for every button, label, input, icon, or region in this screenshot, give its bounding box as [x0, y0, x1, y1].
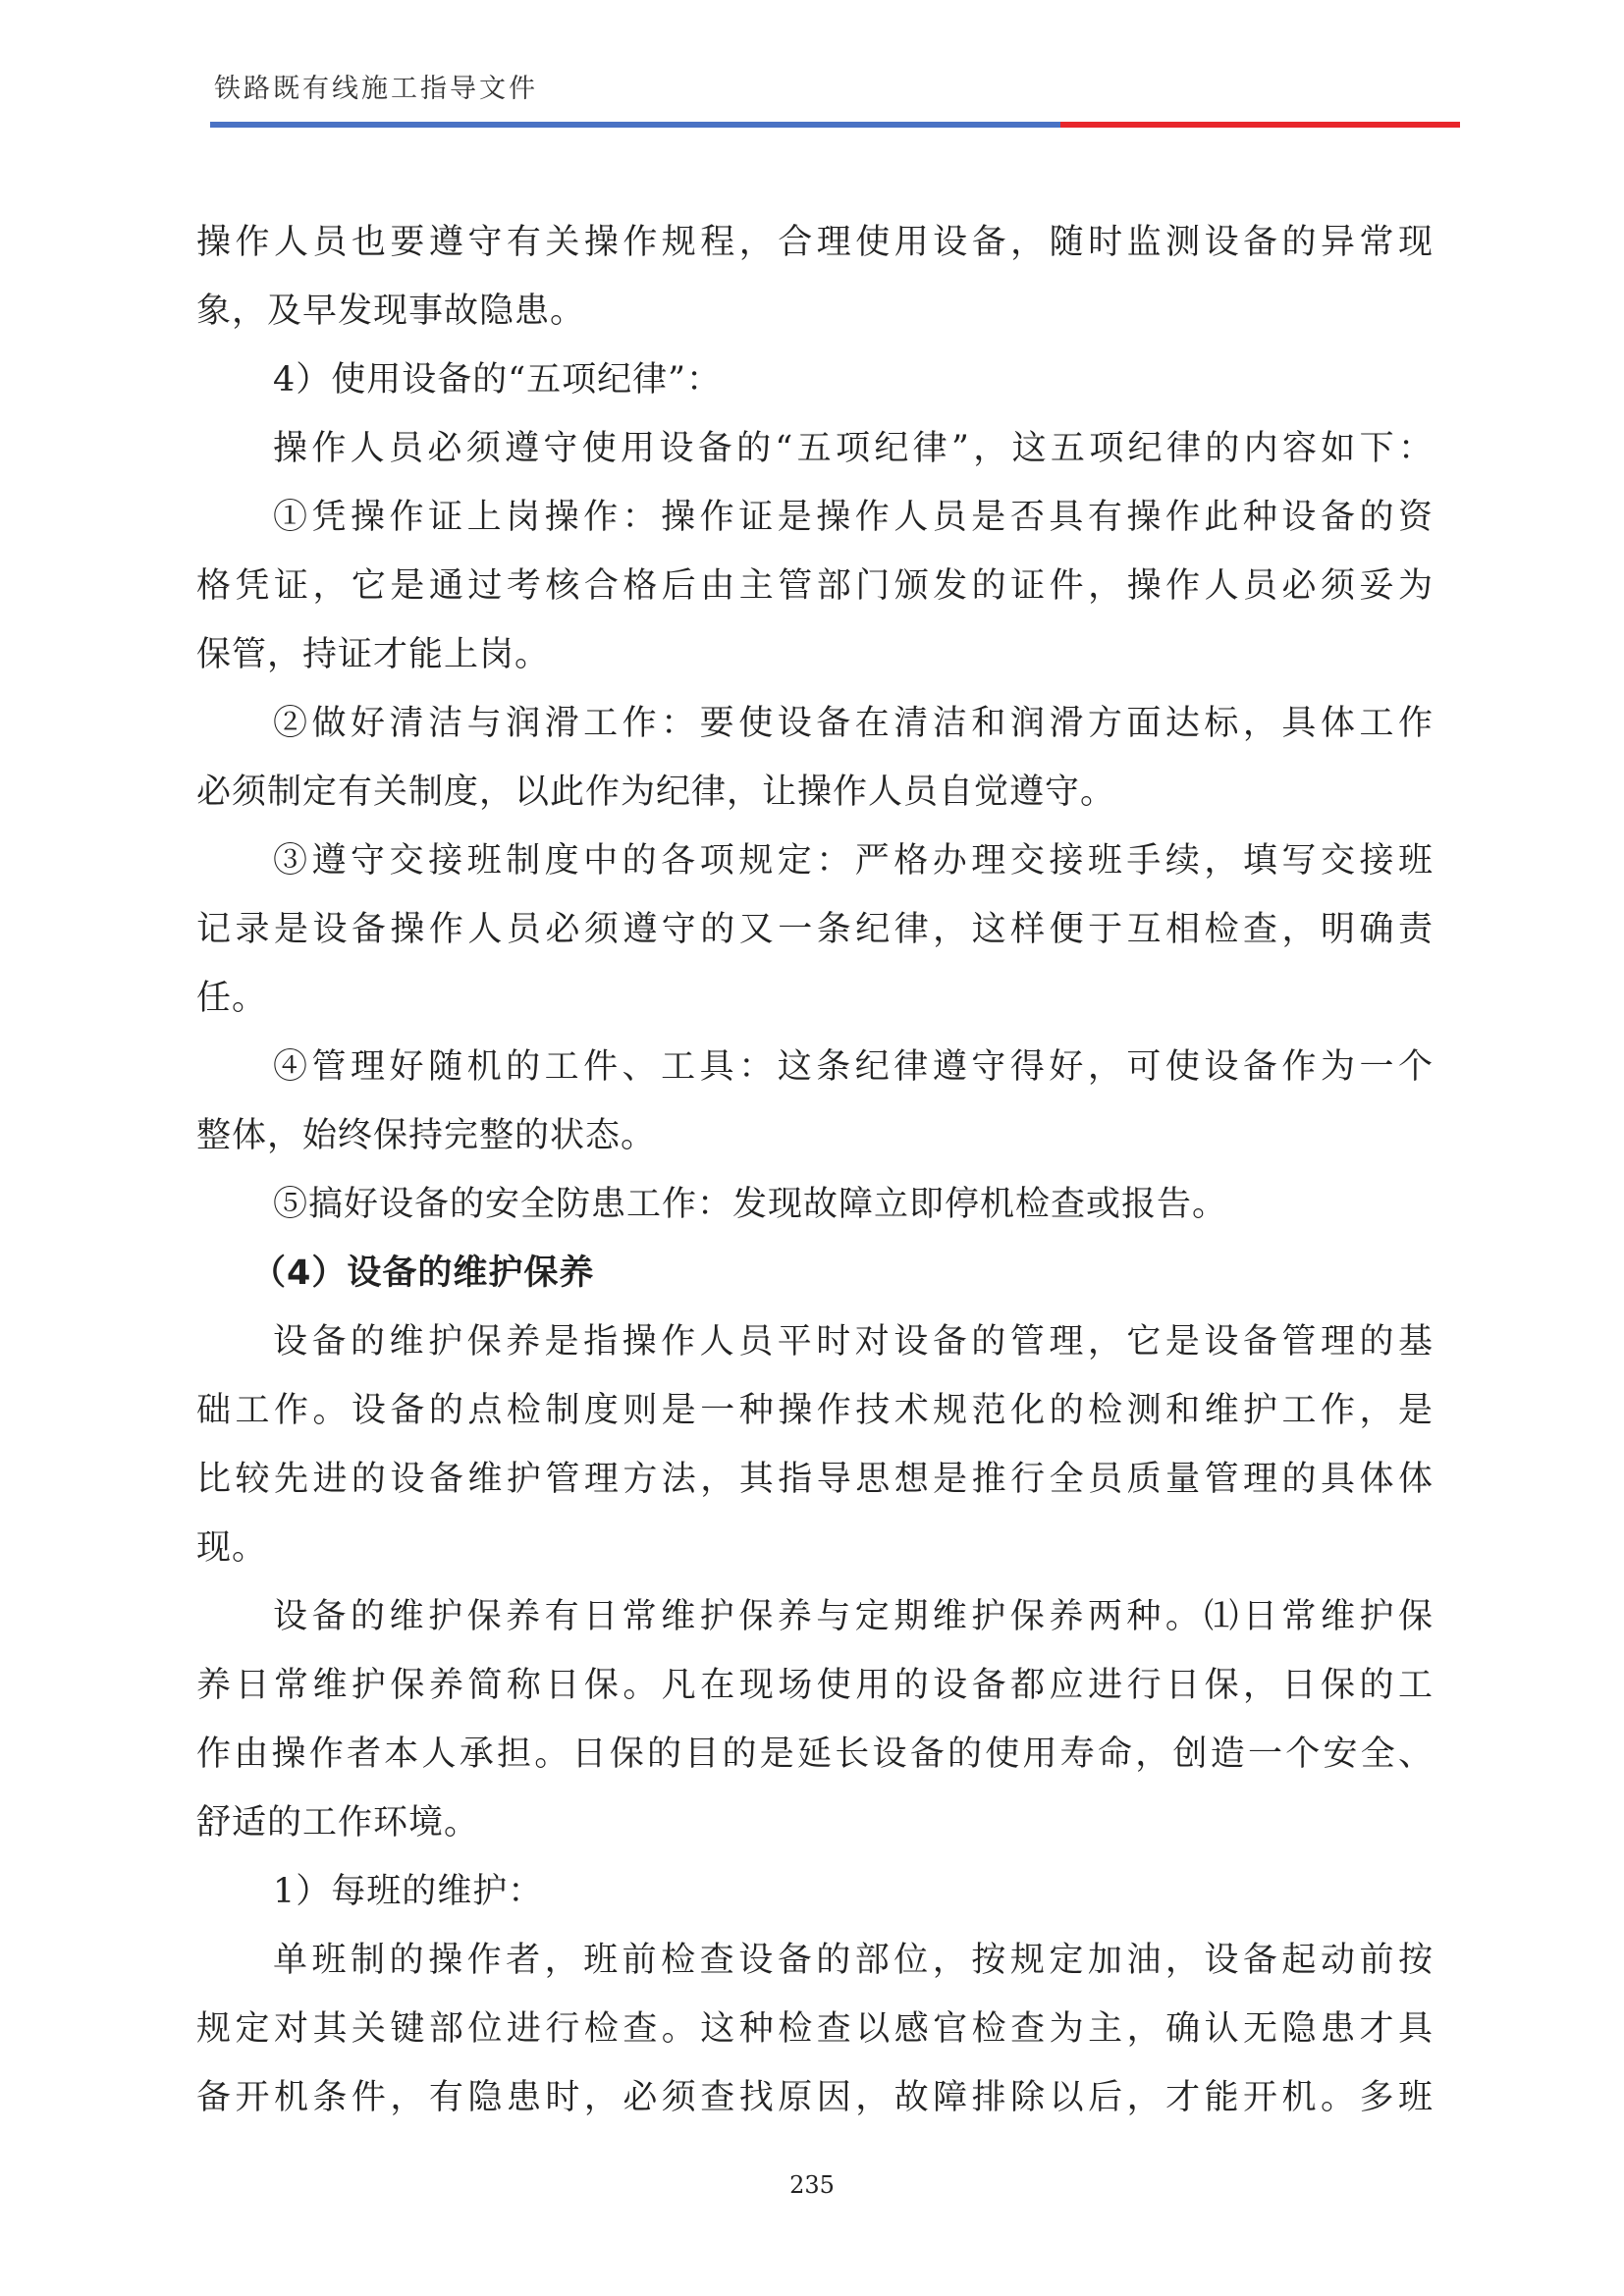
text-line: 象，及早发现事故隐患。 [196, 292, 586, 331]
text-line: 养日常维护保养简称日保。凡在现场使用的设备都应进行日保，日保的工 [196, 1666, 1434, 1705]
text-line: 格凭证，它是通过考核合格后由主管部门颁发的证件，操作人员必须妥为 [196, 566, 1434, 606]
text-line: 操作人员也要遵守有关操作规程，合理使用设备，随时监测设备的异常现 [196, 223, 1434, 262]
text-line: 设备的维护保养有日常维护保养与定期维护保养两种。⑴日常维护保 [273, 1597, 1434, 1636]
list-item: ⑤搞好设备的安全防患工作：发现故障立即停机检查或报告。 [273, 1185, 1228, 1224]
text-line: 记录是设备操作人员必须遵守的又一条纪律，这样便于互相检查，明确责 [196, 910, 1434, 949]
section-heading: （4）设备的维护保养 [251, 1254, 595, 1293]
text-line: 任。 [196, 979, 268, 1018]
text-line: 必须制定有关制度，以此作为纪律，让操作人员自觉遵守。 [196, 773, 1116, 812]
text-line: 设备的维护保养是指操作人员平时对设备的管理，它是设备管理的基 [273, 1322, 1434, 1362]
text-line: 操作人员必须遵守使用设备的“五项纪律”，这五项纪律的内容如下： [273, 429, 1434, 468]
list-item: ②做好清洁与润滑工作：要使设备在清洁和润滑方面达标，具体工作 [273, 704, 1434, 743]
page-number: 235 [789, 2171, 835, 2199]
text-line: 规定对其关键部位进行检查。这种检查以感官检查为主，确认无隐患才具 [196, 2009, 1434, 2049]
text-line: 备开机条件，有隐患时，必须查找原因，故障排除以后，才能开机。多班 [196, 2078, 1434, 2117]
header-rule-blue [210, 122, 1060, 128]
list-item: ④管理好随机的工件、工具：这条纪律遵守得好，可使设备作为一个 [273, 1047, 1434, 1087]
list-item: ①凭操作证上岗操作：操作证是操作人员是否具有操作此种设备的资 [273, 498, 1434, 537]
header-rule-red [1060, 122, 1460, 128]
header-rule [210, 122, 1460, 128]
body-text [196, 208, 1434, 2132]
text-line: 舒适的工作环境。 [196, 1803, 480, 1842]
list-heading: 1）每班的维护： [273, 1872, 544, 1911]
list-heading: 4）使用设备的“五项纪律”： [273, 360, 723, 400]
text-line: 保管，持证才能上岗。 [196, 635, 551, 674]
text-line: 单班制的操作者，班前检查设备的部位，按规定加油，设备起动前按 [273, 1941, 1434, 1980]
text-line: 现。 [196, 1528, 268, 1568]
text-line: 比较先进的设备维护管理方法，其指导思想是推行全员质量管理的具体体 [196, 1460, 1434, 1499]
text-line: 作由操作者本人承担。日保的目的是延长设备的使用寿命，创造一个安全、 [196, 1735, 1434, 1774]
list-item: ③遵守交接班制度中的各项规定：严格办理交接班手续，填写交接班 [273, 841, 1434, 881]
text-line: 础工作。设备的点检制度则是一种操作技术规范化的检测和维护工作，是 [196, 1391, 1434, 1430]
header-title: 铁路既有线施工指导文件 [214, 74, 538, 104]
text-line: 整体，始终保持完整的状态。 [196, 1116, 657, 1155]
